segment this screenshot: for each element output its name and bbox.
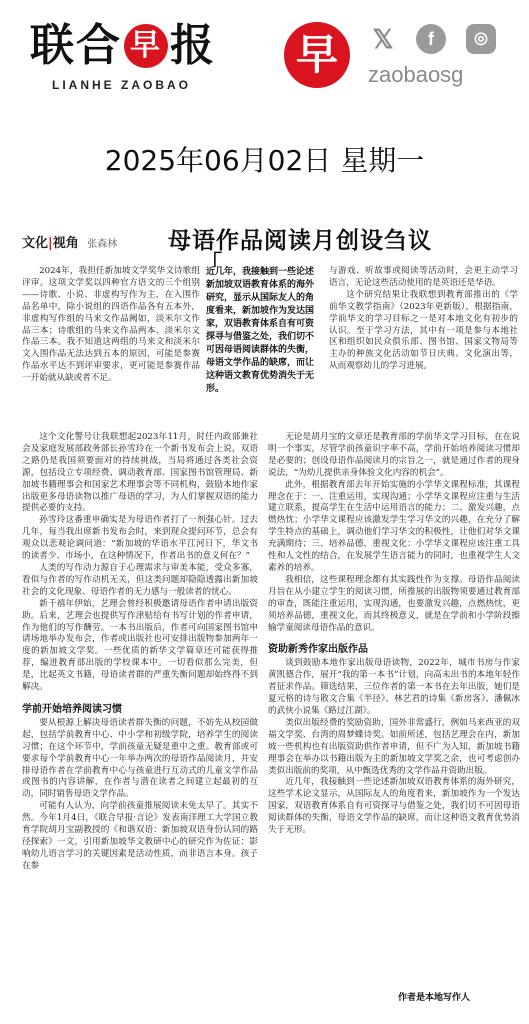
logo-subtitle: LIANHE ZAOBAO bbox=[52, 78, 191, 92]
social-handle[interactable]: zaobaosg bbox=[368, 62, 464, 87]
lianhe-zaobao-logo[interactable]: 联合 早 报 bbox=[30, 20, 216, 71]
article-column-right bbox=[329, 266, 518, 373]
instagram-icon[interactable]: ◎ bbox=[466, 24, 496, 54]
masthead bbox=[0, 0, 529, 105]
zaobao-circle-logo[interactable]: 早 bbox=[284, 22, 350, 88]
paragraph: 此外，根据教育部去年开始实施的小学华文课程标准，其课程理念在于：一、注重运用，实现沟通；小学华文课程应注重与生活建立联系，提高学生在生活中运用语言的能力；二、激发兴趣，点燃热忱；小学华文课程应该激发学生学习华文的兴趣，在充分了解学生特点的基础上，调动他们学习华文的积极性，让他们对华文课充满期待；三、培养品德，重视文化：小学华文课程应该注重工具性和人文性的结合，在发展学生语言能力的同时，也重视学生人文素养的培养。 bbox=[268, 479, 520, 573]
paragraph: 谈到鼓励本地作家出版母语读物，2022年，城市书房与作家黄凯德合作，展开“我的第一本书”计划，向高未出书的本地年轻作者征求作品。筛选结果，三位作者的第一本书在去年出版，她们是夏元格的诗与散文合集《半径》、林艺君的诗集《新房客》、潘佩冰的武侠小说集《路过江湖》。 bbox=[268, 658, 520, 717]
paragraph: 这个研究结果让我联想到教育部推出的《学前华文教学指南》（2023年更新版），根据指南，学前华文的学习目标之一是对本地文化有初步的认识。至于学习方法，其中有一项是参与本地社区和组织如民众俱乐部、图书馆、国家文物局等主办的种族文化活动如节日庆典、文化演出等，从而观察幼儿的学习进展。 bbox=[329, 289, 518, 372]
paragraph: 人类的写作动力源自于心理需求与审美本能，受众多寡，看似与作者的写作动机无关，但这类问题却隐隐透露出新加坡社会的文化现象、母语作者的无力感与一般读者的忧心。 bbox=[22, 562, 258, 597]
facebook-icon[interactable]: f bbox=[416, 24, 446, 54]
paragraph: 无论是胡月宝的文章还是教育部的学前华文学习目标，在在说明一个事实，尽管学前孩童识字率不高，学前开始培养阅读习惯却是必要的；创设母语作品阅读月的宗旨之一，就是通过作者的现身说法，“为幼儿提供亲身体验文化内容的机会”。 bbox=[268, 432, 520, 478]
logo-zao-badge: 早 bbox=[124, 24, 168, 68]
paragraph: 这个文化警号让我联想起2023年11月，时任内政部兼社会及家庭发展部政务部长孙雪玲在一个新书发布会上说，双语之路仍是我国须要面对的持续挑战，当局将通过各类社会资源，包括设立专项经费、调动教育部、国家图书馆管理局、新加坡书籍理事会和国家艺术理事会等不同机构，鼓励本地作家出版更多母语读物以推广母语的学习，为人们掌握双语的能力提供必要的支持。 bbox=[22, 432, 258, 514]
issue-date: 2025年06月02日 星期一 bbox=[104, 144, 425, 177]
article-lower-left bbox=[22, 432, 258, 873]
paragraph: 可能有人认为，向学前孩童推展阅读未免太早了。其实不然。今年1月4日，《联合早报·言论》发表南洋理工大学国立教育学院胡月宝副教授的《和谐双语：新加坡双语身份认同的路径探索》一文，引用新加坡华文教研中心的研究作为佐证：影响幼儿语言学习的关键因素是活动性质，而非语言本身。孩子在参 bbox=[22, 801, 258, 871]
column-sub: 视角 bbox=[52, 236, 79, 251]
pull-quote bbox=[200, 252, 322, 396]
paragraph: 孙雪玲这番重申确实是为母语作者打了一剂强心针。过去几年，每当我出席新书发布会时，来到现众提问环节，总会有观众以悲观论调问道：“新加坡的华语水平江河日下，华文书的读者少、市场小，在这种情况下，作者出书的意义何在？” bbox=[22, 515, 258, 562]
author-byline: 作者是本地写作人 bbox=[398, 993, 471, 1003]
column-tag bbox=[22, 232, 117, 251]
column-name: 文化 bbox=[22, 236, 49, 251]
paragraph: 类似出版经费的奖励资助，国外非常盛行，例如马来西亚的双福文学奖、台湾的周梦蝶诗奖。如前所述，包括艺理会在内，新加坡一些机构也有出版资助供作者申请，但不广为人知，新加坡书籍理事会在举办以书籍出版为主的新加坡文学奖之余，也可考虑创办类似出版前的奖项，从中甄选优秀的文学作品并资助出版。 bbox=[268, 717, 520, 776]
article-lower-right bbox=[268, 432, 520, 837]
pull-quote-text: 近几年，我接触到一些论述新加坡双语教育体系的海外研究，显示从国际友人的角度看来，新加坡作为发达国家，双语教育体系自有可资探寻与借鉴之处，我们切不可因母语阅读群体的失衡，母语文学作品的缺席，而让这种语文教育优势消失于无形。 bbox=[206, 267, 315, 394]
paragraph: 要从根源上解决母语读者群失衡的问题，不妨先从校园做起，包括学前教育中心、中小学和初级学院，培养学生的阅读习惯；在这个环节中，学前孩童无疑是重中之重。教育部或可要求每个学前教育中心一年举办两次的母语作品阅读月，并安排母语作者在学前教育中心与孩童进行互动式的儿童文学作品或图书的内容讲解，在作者与潜在读者之间建立起最初的互动，同时销售母语文学作品。 bbox=[22, 717, 258, 800]
paragraph: 我相信，这些课程理念都有其实践性作为支撑。母语作品阅读月旨在从小建立学生的阅读习惯，所推展的出版物须要通过教育部的审查，既能注重运用，实现沟通，也要激发兴趣，点燃热忱，更须培养品德，重视文化，而其终极意义，就是在学前和小学阶段擦输学童阅读母语作品的意识。 bbox=[268, 574, 520, 633]
paragraph: 新千禧年伊始，艺理会曾经积极邀请母语作者申请出版资助。后来，艺理会也提供写作津贴给有书写计划的作者申请，作为他们的写作酬劳。一本书出版后，作者可向国家图书馆申请场地举办发布会，作者或出版社也可安排出版物参加两年一度的新加坡文学奖。一些优质的新华文学篇章还可能获得推荐，编进教育部出版的学校课本中。一切看似那么完美，但是，比起英文书籍，母语读者群的严重失衡问题却始终得不到解决。 bbox=[22, 598, 258, 693]
paragraph: 2024年，我担任新加坡文学奖华文诗歌组评审。这项文学奖以四种官方语文的三个组别——诗歌、小说、非虚构写作为主，在入围作品名单中，除小说组的四语作品各有五本外，非虚构写作组的马来文作品阙如，淡米尔文作品三本；诗歌组的马来文作品两本、淡米尔文作品三本。我不知道这两组的马来文和淡米尔文入围作品无法达到五本的原因，可能是参赛作品水平达不到评审要求，更可能是参赛作品一开始就从缺或者不足。 bbox=[22, 266, 200, 384]
subheading: 资助新秀作家出版作品 bbox=[268, 644, 368, 656]
column-separator: | bbox=[48, 236, 53, 251]
paragraph: 与游戏、听故事或阅读等活动时，会更主动学习语言，无论这些活动使用的是英语还是华语。 bbox=[329, 266, 518, 288]
author-name: 张森林 bbox=[87, 239, 118, 250]
social-links bbox=[368, 24, 518, 56]
article-headline: 母语作品阅读月创设刍议 bbox=[168, 228, 432, 254]
subheading: 学前开始培养阅读习惯 bbox=[22, 703, 122, 715]
quote-mark-icon: 「 bbox=[200, 252, 223, 277]
article-column-left bbox=[22, 266, 200, 385]
paragraph: 近几年，我接触到一些论述新加坡双语教育体系的海外研究，这些学术论文显示，从国际友人的角度看来，新加坡作为一个发达国家，双语教育体系自有可资探寻与借鉴之处，我们切不可因母语阅读群体的失衡，母语文学作品的缺席，而让这种语文教育优势消失于无形。 bbox=[268, 777, 520, 836]
x-icon[interactable]: 𝕏 bbox=[372, 24, 394, 54]
